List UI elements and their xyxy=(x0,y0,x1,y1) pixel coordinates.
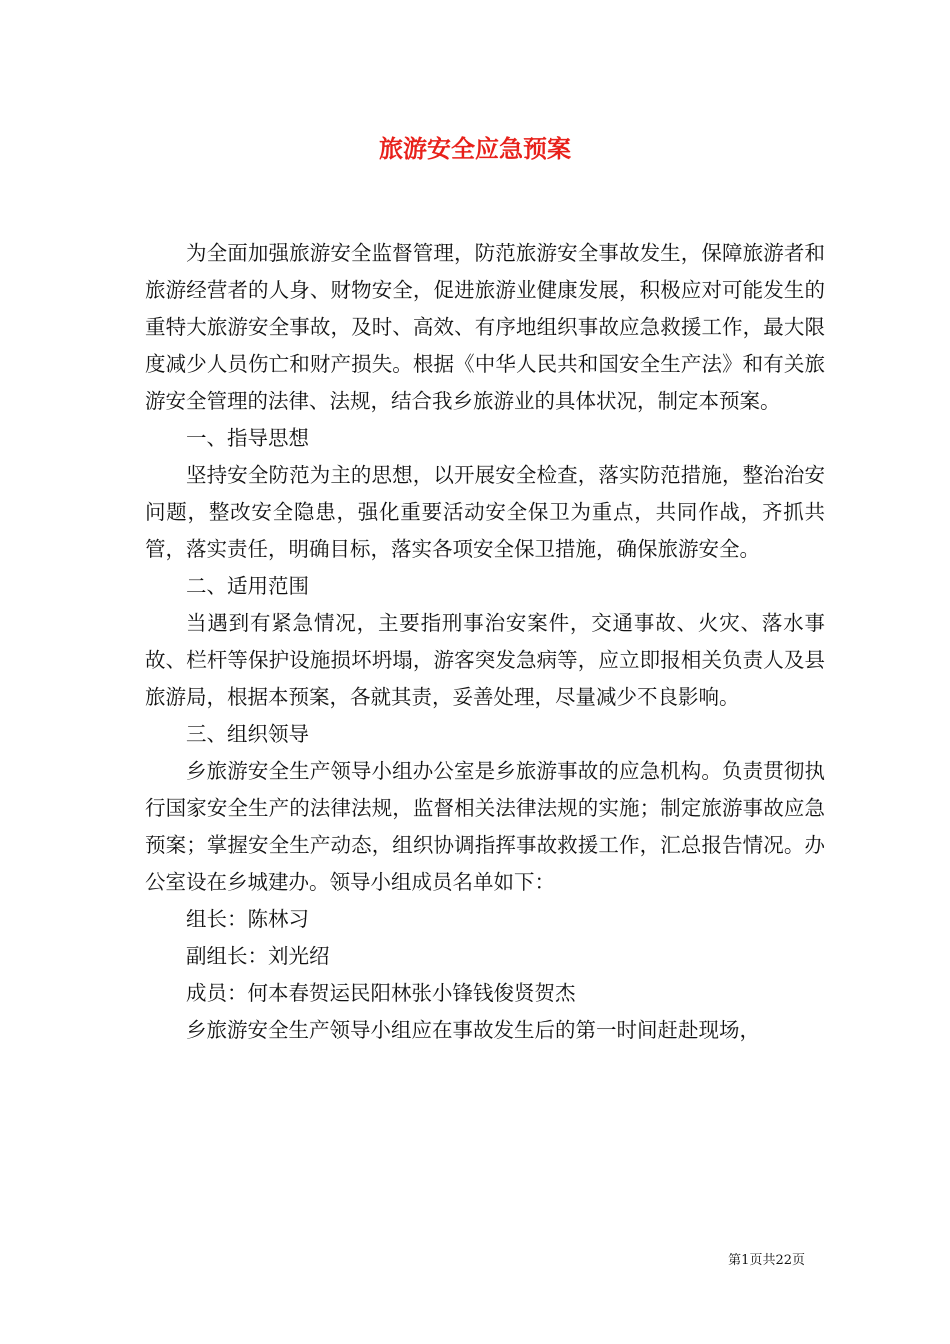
deputy-leader-line: 副组长：刘光绍 xyxy=(186,944,330,968)
leader-line: 组长：陈林习 xyxy=(186,907,309,931)
members-line: 成员：何本春贺运民阳林张小锋钱俊贤贺杰 xyxy=(186,981,576,1005)
paragraph-intro: 为全面加强旅游安全监督管理，防范旅游安全事故发生，保障旅游者和旅游经营者的人身、财物安全，促进旅游业健康发展，积极应对可能发生的重特大旅游安全事故，及时、高效、有序地组织事故应急救援工作，最大限度减少人员伤亡和财产损失。根据《中华人民共和国安全生产法》和有关旅游安全管理的法律、法规，结合我乡旅游业的具体状况，制定本预案。 xyxy=(145,241,825,413)
section-heading-organization: 三、组织领导 xyxy=(186,722,309,746)
section-heading-guiding-ideology: 一、指导思想 xyxy=(186,426,309,450)
paragraph-organization: 乡旅游安全生产领导小组办公室是乡旅游事故的应急机构。负责贯彻执行国家安全生产的法律法规，监督相关法律法规的实施；制定旅游事故应急预案；掌握安全生产动态，组织协调指挥事故救援工作，汇总报告情况。办公室设在乡城建办。领导小组成员名单如下： xyxy=(145,759,825,894)
section-heading-scope: 二、适用范围 xyxy=(186,574,309,598)
page-number: 第1页共22页 xyxy=(728,1253,805,1268)
document-title: 旅游安全应急预案 xyxy=(379,134,571,163)
document-body xyxy=(145,235,825,1049)
paragraph-scope: 当遇到有紧急情况，主要指刑事治安案件，交通事故、火灾、落水事故、栏杆等保护设施损坏坍塌，游客突发急病等，应立即报相关负责人及县旅游局，根据本预案，各就其责，妥善处理，尽量减少不良影响。 xyxy=(145,611,825,709)
paragraph-response: 乡旅游安全生产领导小组应在事故发生后的第一时间赶赴现场， xyxy=(186,1018,760,1042)
paragraph-guiding-ideology: 坚持安全防范为主的思想，以开展安全检查，落实防范措施，整治治安问题，整改安全隐患，强化重要活动安全保卫为重点，共同作战，齐抓共管，落实责任，明确目标，落实各项安全保卫措施，确保旅游安全。 xyxy=(145,463,825,561)
